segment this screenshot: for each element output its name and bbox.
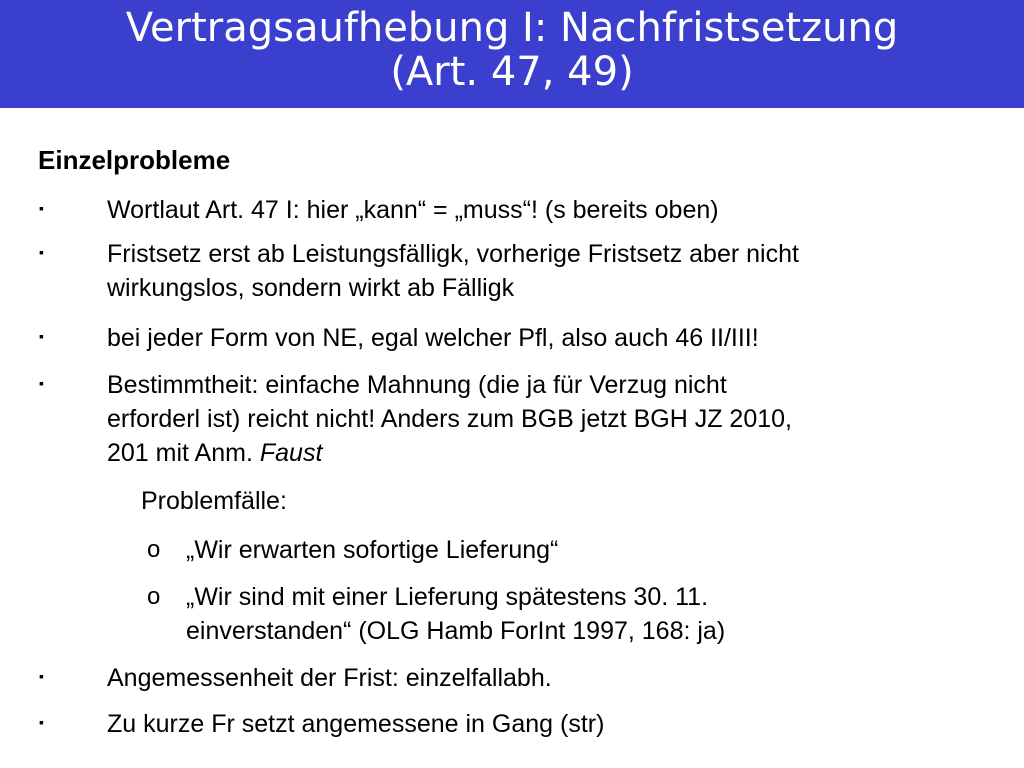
bullet-text: Zu kurze Fr setzt angemessene in Gang (str) [107,710,605,738]
bullet-item [39,237,799,305]
sub-list-item [147,533,559,567]
bullet-square-icon: ▪ [39,375,44,391]
citation-text: 201 mit Anm. [107,439,253,467]
bullet-text: Wortlaut Art. 47 I: hier „kann“ = „muss“! (s bereits oben) [107,196,719,224]
bullet-item [39,368,792,470]
bullet-item [39,321,759,355]
bullet-item [39,661,552,695]
sub-list-text-line: „Wir sind mit einer Lieferung spätestens 30. 11. [186,583,709,611]
bullet-square-icon: ▪ [39,200,44,216]
problem-cases-label: Problemfälle [141,487,280,515]
circle-bullet-icon: o [147,536,161,563]
bullet-item [39,193,719,227]
bullet-square-icon: ▪ [39,244,44,260]
sub-list-text: „Wir erwarten sofortige Lieferung“ [186,536,559,564]
bullet-square-icon: ▪ [39,714,44,730]
bullet-item [39,707,605,741]
bullet-text: bei jeder Form von NE, egal welcher Pfl, also auch 46 II/III! [107,324,759,352]
problem-cases-heading [141,484,287,518]
bullet-square-icon: ▪ [39,668,44,684]
sub-list-text-line: einverstanden“ (OLG Hamb ForInt 1997, 168: ja) [186,617,726,645]
problem-cases-colon: : [279,487,287,515]
bullet-text-line: Bestimmtheit: einfache Mahnung (die ja für Verzug nicht [107,371,727,399]
sub-list-item [147,580,726,648]
bullet-text-line [107,436,792,470]
slide-title-line-2: (Art. 47, 49) [390,49,634,95]
bullet-text-line: erforderl ist) reicht nicht! Anders zum BGB jetzt BGH JZ 2010, [107,405,792,433]
bullet-text-line: Fristsetz erst ab Leistungsfälligk, vorherige Fristsetz aber nicht [107,240,799,268]
bullet-square-icon: ▪ [39,328,44,344]
bullet-text-line: wirkungslos, sondern wirkt ab Fälligk [107,274,515,302]
circle-bullet-icon: o [147,583,161,610]
bullet-text: Angemessenheit der Frist: einzelfallabh. [107,664,552,692]
author-name: Faust [259,439,323,467]
section-heading: Einzelprobleme [38,145,231,175]
slide-title-line-1: Vertragsaufhebung I: Nachfristsetzung [125,5,899,51]
